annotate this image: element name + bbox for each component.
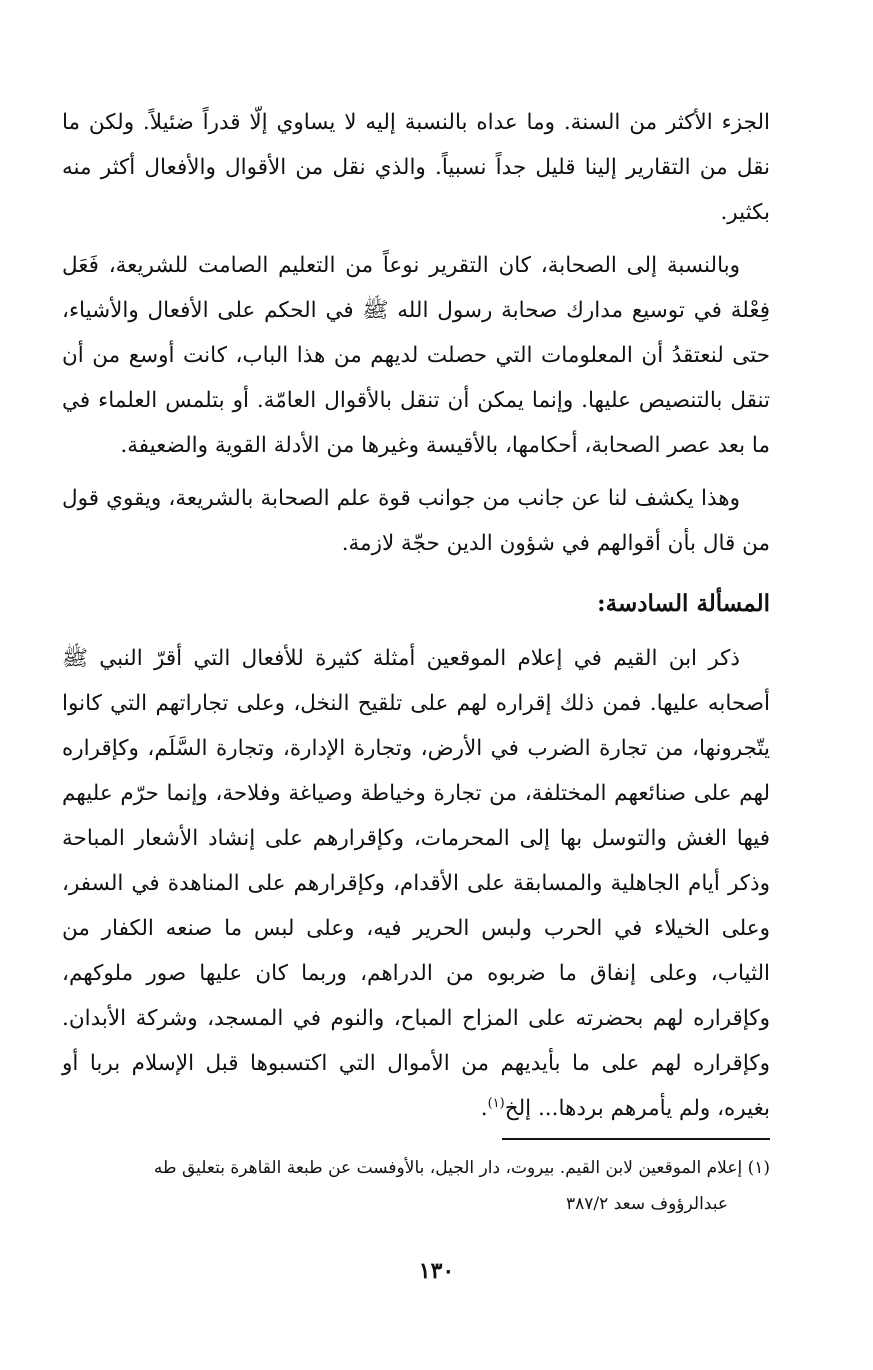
footnotes (62, 1150, 770, 1222)
page-number: ١٣٠ (418, 1258, 455, 1284)
paragraph-3: وهذا يكشف لنا عن جانب من جوانب قوة علم الصحابة بالشريعة، ويقوي قول من قال بأن أقوالهم في شؤون الدين حجّة لازمة. (62, 486, 770, 556)
paragraph-4-end: . (480, 1096, 488, 1121)
paragraph-4-text: ذكر ابن القيم في إعلام الموقعين أمثلة كثيرة للأفعال التي أقرّ النبي ﷺ أصحابه عليها. فمن ذلك إقراره لهم على تلقيح النخل، وعلى تجاراتهم التي كانوا يتّجرونها، من تجارة الضرب في الأرض، وتجارة الإدارة، وتجارة السَّلَم، وكإقراره لهم على صنائعهم المختلفة، من تجارة وخياطة وصياغة وفلاحة، وإنما حرّم عليهم فيها الغش والتوسل بها إلى المحرمات، وكإقرارهم على إنشاد الأشعار المباحة وذكر أيام الجاهلية والمسابقة على الأقدام، وكإقرارهم على المناهدة في السفر، وعلى الخيلاء في الحرب ولبس الحرير فيه، وعلى لبس ما صنعه الكفار من الثياب، وعلى إنفاق ما ضربوه من الدراهم، وربما كان عليها صور ملوكهم، وكإقراره لهم بحضرته على المزاح المباح، والنوم في المسجد، وشركة الأبدان. وكإقراره لهم على ما بأيديهم من الأموال التي اكتسبوها قبل الإسلام بربا أو بغيره، ولم يأمرهم بردها... إلخ (62, 646, 770, 1121)
footnote-reference: (١) (487, 1095, 505, 1111)
paragraph-1: الجزء الأكثر من السنة. وما عداه بالنسبة إليه لا يساوي إلّا قدراً ضئيلاً. ولكن ما نقل من التقارير إلينا قليل جداً نسبياً. والذي نقل من الأقوال والأفعال أكثر منه بكثير. (62, 110, 770, 225)
paragraph-2: وبالنسبة إلى الصحابة، كان التقرير نوعاً من التعليم الصامت للشريعة، فَعَل فِعْلة في توسيع مدارك صحابة رسول الله ﷺ في الحكم على الأفعال والأشياء، حتى لنعتقدُ أن المعلومات التي حصلت لديهم من هذا الباب، كانت أوسع من أن تنقل بالتنصيص عليها. وإنما يمكن أن تنقل بالأقوال العامّة. أو بتلمس العلماء في ما بعد عصر الصحابة، أحكامها، بالأقيسة وغيرها من الأدلة القوية والضعيفة. (62, 253, 770, 458)
footnote-divider (502, 1138, 770, 1140)
section-heading: المسألة السادسة: (597, 590, 770, 617)
page-body (62, 100, 770, 1131)
footnote-line-1: (١) إعلام الموقعين لابن القيم. بيروت، دار الجيل، بالأوفست عن طبعة القاهرة بتعليق طه (153, 1158, 770, 1178)
footnote-line-2: عبدالرؤوف سعد ٣٨٧/٢ (566, 1194, 728, 1214)
paragraph-4 (62, 636, 770, 1131)
